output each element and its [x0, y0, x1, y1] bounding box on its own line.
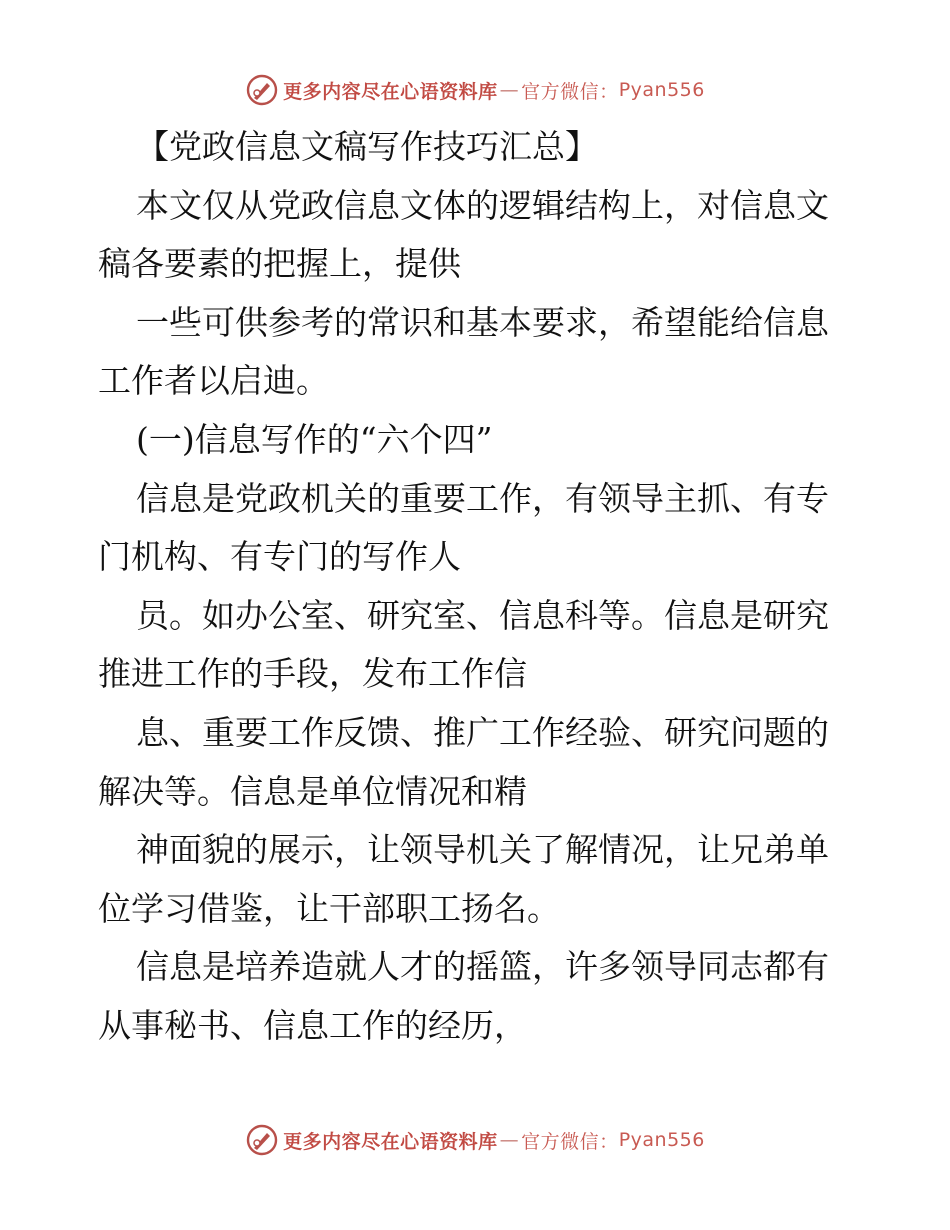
footer-wechat-id: Pyan556 [618, 1129, 705, 1151]
paragraph-line: 位学习借鉴，让干部职工扬名。 [98, 888, 560, 928]
paragraph-line: 门机构、有专门的写作人 [98, 537, 461, 577]
paragraph-line: 息、重要工作反馈、推广工作经验、研究问题的 [136, 712, 829, 752]
paragraph-line: 从事秘书、信息工作的经历， [98, 1005, 527, 1045]
header-wechat-id: Pyan556 [618, 79, 705, 101]
footer-watermark [0, 1120, 950, 1160]
section-heading: (一)信息写作的“六个四” [136, 419, 493, 459]
header-watermark [0, 70, 950, 110]
footer-separator: — [499, 1129, 520, 1151]
pen-logo-icon [245, 1123, 279, 1157]
paragraph-line: 工作者以启迪。 [98, 361, 329, 401]
header-separator: — [499, 79, 520, 101]
footer-brand: 更多内容尽在心语资料库 [283, 1130, 498, 1153]
paragraph-line: 一些可供参考的常识和基本要求，希望能给信息 [136, 302, 829, 342]
header-wechat-label: 官方微信： [521, 80, 619, 103]
pen-logo-icon [245, 73, 279, 107]
footer-wechat-label: 官方微信： [521, 1130, 619, 1153]
paragraph-line: 本文仅从党政信息文体的逻辑结构上，对信息文 [136, 185, 829, 225]
document-body [98, 118, 858, 1056]
paragraph-line: 员。如办公室、研究室、信息科等。信息是研究 [136, 595, 829, 635]
header-brand: 更多内容尽在心语资料库 [283, 80, 498, 103]
paragraph-line: 推进工作的手段，发布工作信 [98, 654, 527, 694]
paragraph-line: 信息是党政机关的重要工作，有领导主抓、有专 [136, 478, 829, 518]
paragraph-line: 信息是培养造就人才的摇篮，许多领导同志都有 [136, 947, 829, 987]
paragraph-line: 稿各要素的把握上，提供 [98, 244, 461, 284]
document-title: 【党政信息文稿写作技巧汇总】 [136, 127, 598, 166]
paragraph-line: 解决等。信息是单位情况和精 [98, 771, 527, 811]
paragraph-line: 神面貌的展示，让领导机关了解情况，让兄弟单 [136, 830, 829, 870]
